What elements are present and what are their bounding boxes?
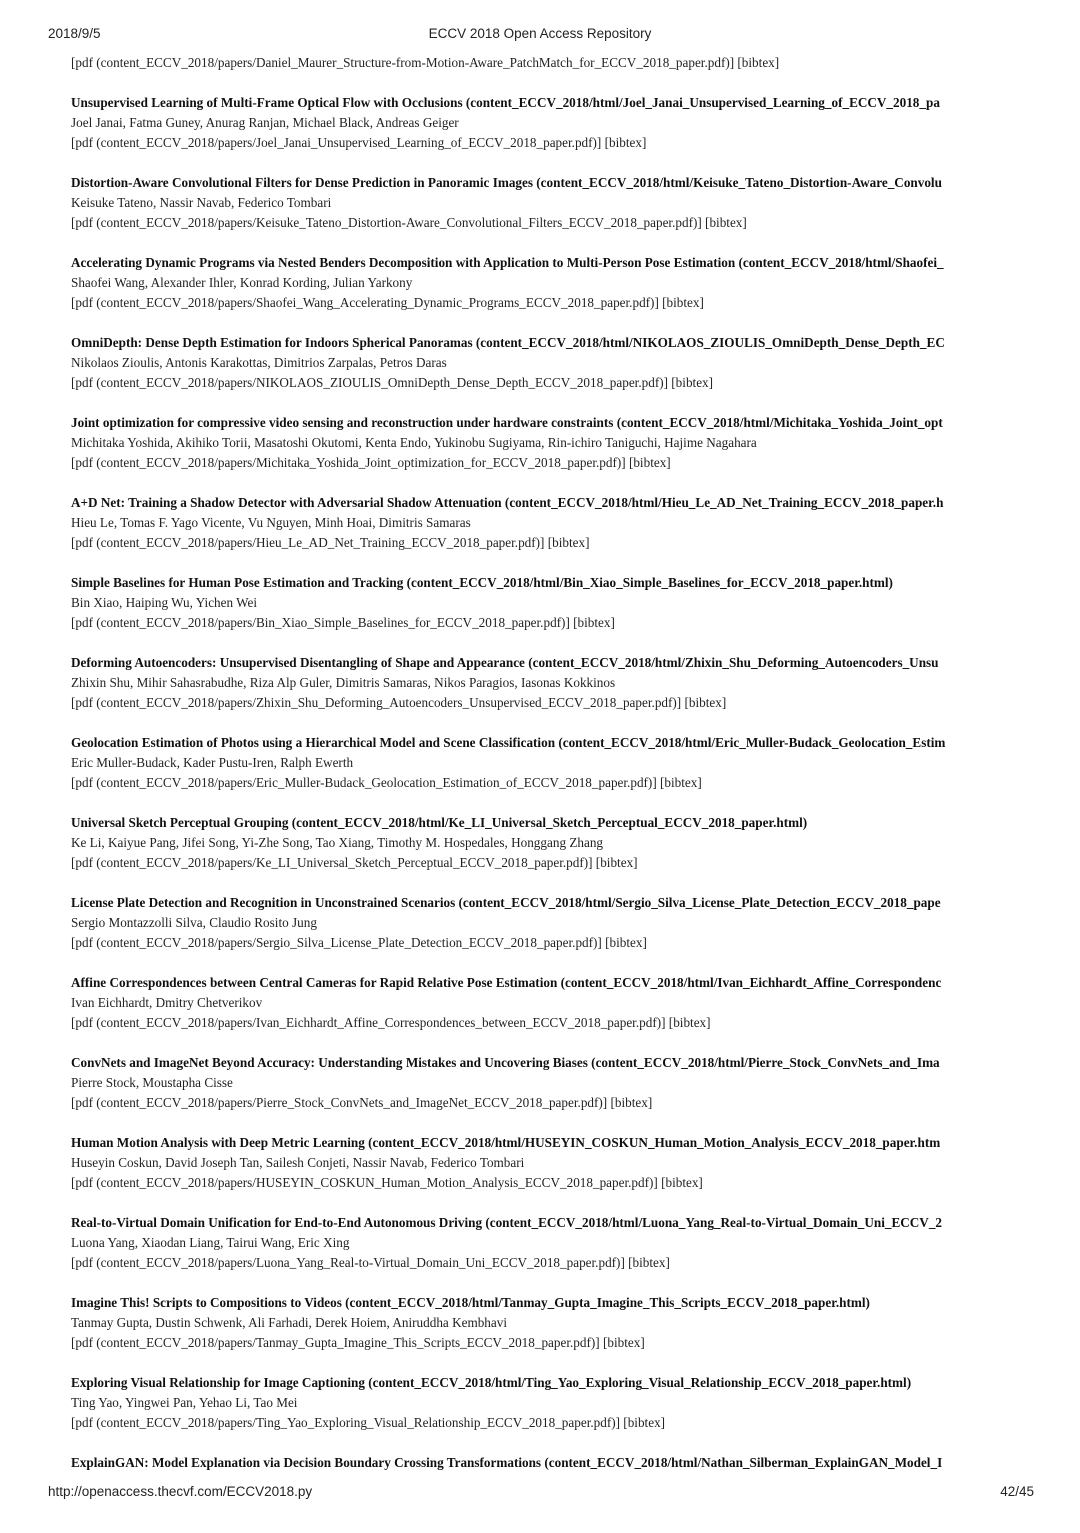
paper-pdf-bibtex-links[interactable]: [pdf (content_ECCV_2018/papers/Ivan_Eichhardt_Affine_Correspondences_between_ECCV_2018_paper.pdf)] [bibtex] <box>71 1015 711 1030</box>
page-header <box>0 26 1080 46</box>
paper-title-link[interactable]: Geolocation Estimation of Photos using a Hierarchical Model and Scene Classification (content_ECCV_2018/html/Eric_Muller-Budack_Geolocation_Estim <box>71 735 946 750</box>
paper-pdf-bibtex-links[interactable]: [pdf (content_ECCV_2018/papers/Bin_Xiao_Simple_Baselines_for_ECCV_2018_paper.pdf)] [bibtex] <box>71 615 615 630</box>
paper-authors: Tanmay Gupta, Dustin Schwenk, Ali Farhadi, Derek Hoiem, Aniruddha Kembhavi <box>71 1315 508 1330</box>
paper-title-link[interactable]: Unsupervised Learning of Multi-Frame Optical Flow with Occlusions (content_ECCV_2018/html/Joel_Janai_Unsupervised_Learning_of_ECCV_2018_pa <box>71 95 940 110</box>
paper-title-link[interactable]: Affine Correspondences between Central Cameras for Rapid Relative Pose Estimation (content_ECCV_2018/html/Ivan_Eichhardt_Affine_Correspondenc <box>71 975 942 990</box>
continuation-pdf-link[interactable]: [pdf (content_ECCV_2018/papers/Daniel_Maurer_Structure-from-Motion-Aware_PatchMatch_for_ECCV_2018_paper.pdf)] [bibtex] <box>71 55 780 70</box>
paper-pdf-bibtex-links[interactable]: [pdf (content_ECCV_2018/papers/Ting_Yao_Exploring_Visual_Relationship_ECCV_2018_paper.pdf)] [bibtex] <box>71 1415 666 1430</box>
paper-pdf-bibtex-links[interactable]: [pdf (content_ECCV_2018/papers/Michitaka_Yoshida_Joint_optimization_for_ECCV_2018_paper.pdf)] [bibtex] <box>71 455 671 470</box>
print-date: 2018/9/5 <box>48 26 101 41</box>
paper-pdf-bibtex-links[interactable]: [pdf (content_ECCV_2018/papers/Ke_LI_Universal_Sketch_Perceptual_ECCV_2018_paper.pdf)] [bibtex] <box>71 855 638 870</box>
paper-authors: Ivan Eichhardt, Dmitry Chetverikov <box>71 995 263 1010</box>
paper-authors: Eric Muller-Budack, Kader Pustu-Iren, Ralph Ewerth <box>71 755 354 770</box>
paper-entry <box>71 93 1032 173</box>
page-footer <box>0 1484 1080 1504</box>
paper-pdf-bibtex-links[interactable]: [pdf (content_ECCV_2018/papers/Luona_Yang_Real-to-Virtual_Domain_Uni_ECCV_2018_paper.pdf)] [bibtex] <box>71 1255 670 1270</box>
footer-url: http://openaccess.thecvf.com/ECCV2018.py <box>48 1484 313 1499</box>
paper-entry <box>71 1293 1032 1373</box>
paper-authors: Ke Li, Kaiyue Pang, Jifei Song, Yi-Zhe Song, Tao Xiang, Timothy M. Hospedales, Honggang Zhang <box>71 835 604 850</box>
paper-authors: Sergio Montazzolli Silva, Claudio Rosito Jung <box>71 915 317 930</box>
paper-entry <box>71 1053 1032 1133</box>
paper-authors: Ting Yao, Yingwei Pan, Yehao Li, Tao Mei <box>71 1395 298 1410</box>
paper-authors: Keisuke Tateno, Nassir Navab, Federico Tombari <box>71 195 332 210</box>
paper-title-link[interactable]: Joint optimization for compressive video sensing and reconstruction under hardware constraints (content_ECCV_2018/html/Michitaka_Yoshida_Joint_opt <box>71 415 943 430</box>
paper-pdf-bibtex-links[interactable]: [pdf (content_ECCV_2018/papers/Zhixin_Shu_Deforming_Autoencoders_Unsupervised_ECCV_2018_paper.pdf)] [bibtex] <box>71 695 727 710</box>
paper-title-link[interactable]: License Plate Detection and Recognition in Unconstrained Scenarios (content_ECCV_2018/html/Sergio_Silva_License_Plate_Detection_ECCV_2018_pape <box>71 895 941 910</box>
paper-entry <box>71 733 1032 813</box>
continuation-links <box>71 53 1032 93</box>
paper-authors: Pierre Stock, Moustapha Cisse <box>71 1075 233 1090</box>
paper-title-link[interactable]: Exploring Visual Relationship for Image Captioning (content_ECCV_2018/html/Ting_Yao_Exploring_Visual_Relationship_ECCV_2018_paper.html) <box>71 1375 912 1390</box>
paper-pdf-bibtex-links[interactable]: [pdf (content_ECCV_2018/papers/NIKOLAOS_ZIOULIS_OmniDepth_Dense_Depth_ECCV_2018_paper.pdf)] [bibtex] <box>71 375 714 390</box>
paper-title-link[interactable]: Real-to-Virtual Domain Unification for End-to-End Autonomous Driving (content_ECCV_2018/html/Luona_Yang_Real-to-Virtual_Domain_Uni_ECCV_2 <box>71 1215 943 1230</box>
paper-pdf-bibtex-links[interactable]: [pdf (content_ECCV_2018/papers/Tanmay_Gupta_Imagine_This_Scripts_ECCV_2018_paper.pdf)] [bibtex] <box>71 1335 645 1350</box>
paper-authors: Joel Janai, Fatma Guney, Anurag Ranjan, Michael Black, Andreas Geiger <box>71 115 459 130</box>
paper-title-link[interactable]: Simple Baselines for Human Pose Estimation and Tracking (content_ECCV_2018/html/Bin_Xiao_Simple_Baselines_for_ECCV_2018_paper.html) <box>71 575 893 590</box>
paper-title-link[interactable]: Human Motion Analysis with Deep Metric Learning (content_ECCV_2018/html/HUSEYIN_COSKUN_Human_Motion_Analysis_ECCV_2018_paper.htm <box>71 1135 941 1150</box>
paper-list <box>71 53 1032 1533</box>
paper-authors: Bin Xiao, Haiping Wu, Yichen Wei <box>71 595 258 610</box>
paper-entry <box>71 1373 1032 1453</box>
paper-entry <box>71 493 1032 573</box>
paper-title-link[interactable]: ConvNets and ImageNet Beyond Accuracy: Understanding Mistakes and Uncovering Biases (content_ECCV_2018/html/Pierre_Stock_ConvNets_and_Ima <box>71 1055 940 1070</box>
paper-title-link[interactable]: ExplainGAN: Model Explanation via Decision Boundary Crossing Transformations (content_ECCV_2018/html/Nathan_Silberman_ExplainGAN_Model_I <box>71 1455 943 1470</box>
paper-entry <box>71 1133 1032 1213</box>
paper-entry <box>71 253 1032 333</box>
paper-authors: Nikolaos Zioulis, Antonis Karakottas, Dimitrios Zarpalas, Petros Daras <box>71 355 447 370</box>
paper-entry <box>71 973 1032 1053</box>
paper-authors: Zhixin Shu, Mihir Sahasrabudhe, Riza Alp Guler, Dimitris Samaras, Nikos Paragios, Iasonas Kokkinos <box>71 675 616 690</box>
paper-entry <box>71 573 1032 653</box>
paper-entry <box>71 333 1032 413</box>
paper-pdf-bibtex-links[interactable]: [pdf (content_ECCV_2018/papers/HUSEYIN_COSKUN_Human_Motion_Analysis_ECCV_2018_paper.pdf)] [bibtex] <box>71 1175 703 1190</box>
paper-pdf-bibtex-links[interactable]: [pdf (content_ECCV_2018/papers/Shaofei_Wang_Accelerating_Dynamic_Programs_ECCV_2018_paper.pdf)] [bibtex] <box>71 295 704 310</box>
paper-title-link[interactable]: Accelerating Dynamic Programs via Nested Benders Decomposition with Application to Multi-Person Pose Estimation (content_ECCV_2018/html/Shaofei_ <box>71 255 944 270</box>
paper-authors: Michitaka Yoshida, Akihiko Torii, Masatoshi Okutomi, Kenta Endo, Yukinobu Sugiyama, Rin-ichiro Taniguchi, Hajime Nagahara <box>71 435 757 450</box>
paper-authors: Huseyin Coskun, David Joseph Tan, Sailesh Conjeti, Nassir Navab, Federico Tombari <box>71 1155 525 1170</box>
paper-entry <box>71 413 1032 493</box>
paper-title-link[interactable]: Distortion-Aware Convolutional Filters for Dense Prediction in Panoramic Images (content_ECCV_2018/html/Keisuke_Tateno_Distortion-Aware_Convolu <box>71 175 942 190</box>
paper-title-link[interactable]: Deforming Autoencoders: Unsupervised Disentangling of Shape and Appearance (content_ECCV_2018/html/Zhixin_Shu_Deforming_Autoencoders_Unsu <box>71 655 939 670</box>
paper-pdf-bibtex-links[interactable]: [pdf (content_ECCV_2018/papers/Joel_Janai_Unsupervised_Learning_of_ECCV_2018_paper.pdf)] [bibtex] <box>71 135 647 150</box>
paper-pdf-bibtex-links[interactable]: [pdf (content_ECCV_2018/papers/Eric_Muller-Budack_Geolocation_Estimation_of_ECCV_2018_paper.pdf)] [bibtex] <box>71 775 702 790</box>
paper-pdf-bibtex-links[interactable]: [pdf (content_ECCV_2018/papers/Sergio_Silva_License_Plate_Detection_ECCV_2018_paper.pdf)] [bibtex] <box>71 935 647 950</box>
paper-title-link[interactable]: Universal Sketch Perceptual Grouping (content_ECCV_2018/html/Ke_LI_Universal_Sketch_Perceptual_ECCV_2018_paper.html) <box>71 815 808 830</box>
page-number: 42/45 <box>1000 1484 1034 1499</box>
paper-authors: Luona Yang, Xiaodan Liang, Tairui Wang, Eric Xing <box>71 1235 350 1250</box>
paper-entries <box>71 93 1032 1533</box>
paper-entry <box>71 893 1032 973</box>
paper-pdf-bibtex-links[interactable]: [pdf (content_ECCV_2018/papers/Pierre_Stock_ConvNets_and_ImageNet_ECCV_2018_paper.pdf)] [bibtex] <box>71 1095 653 1110</box>
paper-pdf-bibtex-links[interactable]: [pdf (content_ECCV_2018/papers/Keisuke_Tateno_Distortion-Aware_Convolutional_Filters_ECCV_2018_paper.pdf)] [bibtex] <box>71 215 747 230</box>
page-title: ECCV 2018 Open Access Repository <box>428 26 652 41</box>
paper-title-link[interactable]: A+D Net: Training a Shadow Detector with Adversarial Shadow Attenuation (content_ECCV_2018/html/Hieu_Le_AD_Net_Training_ECCV_2018_paper.h <box>71 495 944 510</box>
paper-entry <box>71 173 1032 253</box>
paper-entry <box>71 1213 1032 1293</box>
paper-title-link[interactable]: OmniDepth: Dense Depth Estimation for Indoors Spherical Panoramas (content_ECCV_2018/html/NIKOLAOS_ZIOULIS_OmniDepth_Dense_Depth_EC <box>71 335 945 350</box>
paper-pdf-bibtex-links[interactable]: [pdf (content_ECCV_2018/papers/Hieu_Le_AD_Net_Training_ECCV_2018_paper.pdf)] [bibtex] <box>71 535 590 550</box>
paper-entry <box>71 653 1032 733</box>
paper-authors: Shaofei Wang, Alexander Ihler, Konrad Kording, Julian Yarkony <box>71 275 413 290</box>
paper-entry <box>71 813 1032 893</box>
paper-authors: Hieu Le, Tomas F. Yago Vicente, Vu Nguyen, Minh Hoai, Dimitris Samaras <box>71 515 471 530</box>
paper-title-link[interactable]: Imagine This! Scripts to Compositions to Videos (content_ECCV_2018/html/Tanmay_Gupta_Imagine_This_Scripts_ECCV_2018_paper.html) <box>71 1295 870 1310</box>
